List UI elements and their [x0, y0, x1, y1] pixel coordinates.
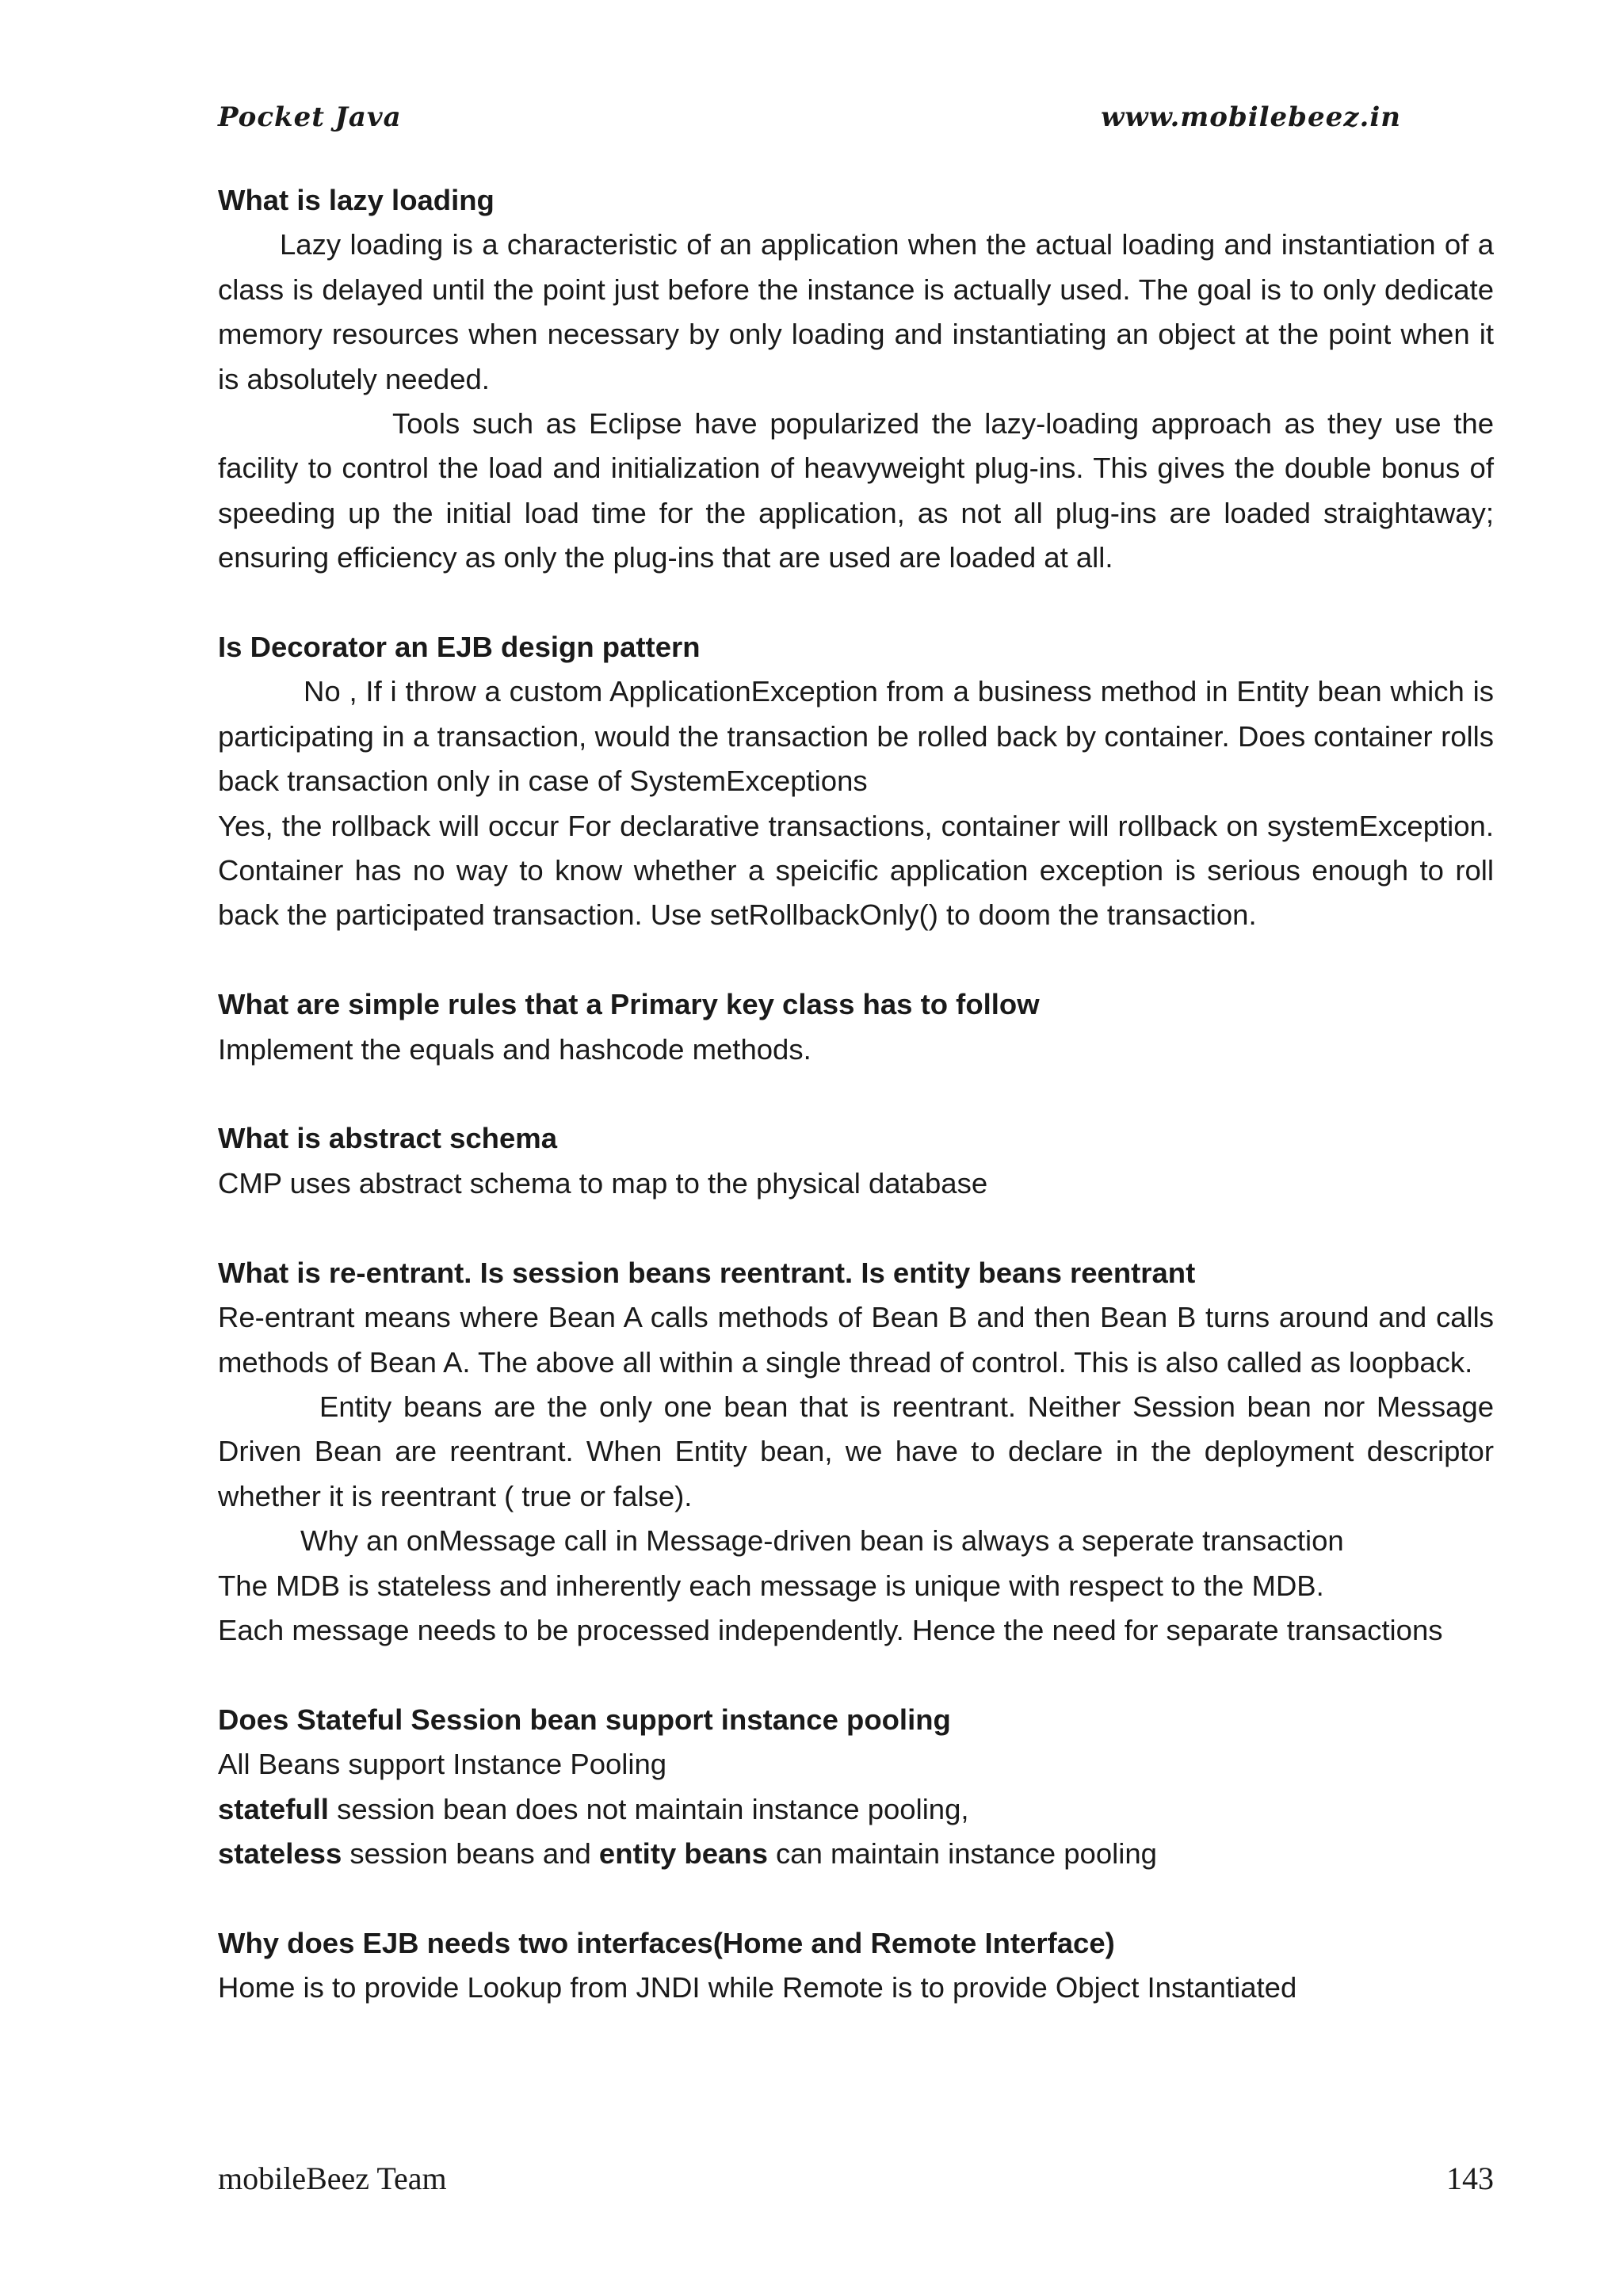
paragraph: Home is to provide Lookup from JNDI while Remote is to provide Object Instantiated [218, 1971, 1297, 2004]
header-book-title: Pocket Java [218, 101, 402, 133]
header-website: www.mobilebeez.in [1101, 101, 1401, 133]
section-heading-instance-pooling: Does Stateful Session bean support instance pooling [218, 1703, 951, 1736]
paragraph: No , If i throw a custom ApplicationException from a business method in Entity bean which is participating in a transaction, would the transaction be rolled back by container. Does container rolls back transaction only in case of SystemExceptions [218, 675, 1494, 798]
paragraph: Lazy loading is a characteristic of an application when the actual loading and instantiation of a class is delayed until the point just before the instance is actually used. The goal is to only dedicate memory resources when necessary by only loading and instantiating an object at the point when it is absolutely needed. [218, 228, 1494, 395]
paragraph: Yes, the rollback will occur For declarative transactions, container will rollback on systemException. Container has no way to know whether a speicific application exception is serious enough to roll back the participated transaction. Use setRollbackOnly() to doom the transaction. [218, 809, 1494, 932]
page-body [218, 178, 1494, 2011]
page-number: 143 [1446, 2161, 1494, 2196]
section-heading-reentrant: What is re-entrant. Is session beans reentrant. Is entity beans reentrant [218, 1256, 1196, 1289]
text-span: can maintain instance pooling [767, 1836, 1157, 1870]
section-heading-lazy-loading: What is lazy loading [218, 184, 495, 216]
bold-term: stateless [218, 1836, 342, 1870]
bold-term: entity beans [598, 1836, 768, 1870]
paragraph: Re-entrant means where Bean A calls methods of Bean B and then Bean B turns around and calls methods of Bean A. The above all within a single thread of control. This is also called as loopback. [218, 1301, 1494, 1379]
section-heading-decorator: Is Decorator an EJB design pattern [218, 631, 701, 664]
paragraph: Why an onMessage call in Message-driven bean is always a seperate transaction [300, 1524, 1344, 1558]
paragraph: Implement the equals and hashcode methods. [218, 1032, 812, 1066]
paragraph [218, 1832, 1494, 1876]
bold-term: statefull [218, 1792, 329, 1825]
paragraph: Tools such as Eclipse have popularized the lazy-loading approach as they use the facility to control the load and initialization of heavyweight plug-ins. This gives the double bonus of speeding up the initial load time for the application, as not all plug-ins are loaded straightaway; ensuring efficiency as only the plug-ins that are used are loaded at all. [218, 407, 1494, 574]
paragraph: All Beans support Instance Pooling [218, 1748, 667, 1781]
text-span: session bean does not maintain instance pooling, [328, 1792, 969, 1825]
paragraph [218, 1787, 1494, 1832]
paragraph: CMP uses abstract schema to map to the physical database [218, 1166, 988, 1199]
section-heading-abstract-schema: What is abstract schema [218, 1122, 558, 1155]
section-heading-two-interfaces: Why does EJB needs two interfaces(Home and Remote Interface) [218, 1926, 1115, 1959]
text-span: session beans and [342, 1836, 599, 1870]
section-heading-primary-key: What are simple rules that a Primary key class has to follow [218, 988, 1040, 1021]
paragraph: Each message needs to be processed independently. Hence the need for separate transactions [218, 1613, 1443, 1646]
footer-team: mobileBeez Team [218, 2161, 447, 2196]
paragraph: Entity beans are the only one bean that is reentrant. Neither Session bean nor Message Driven Bean are reentrant. When Entity bean, we have to declare in the deployment descriptor whether it is reentrant ( true or false). [218, 1390, 1494, 1512]
paragraph: The MDB is stateless and inherently each message is unique with respect to the MDB. [218, 1569, 1324, 1602]
